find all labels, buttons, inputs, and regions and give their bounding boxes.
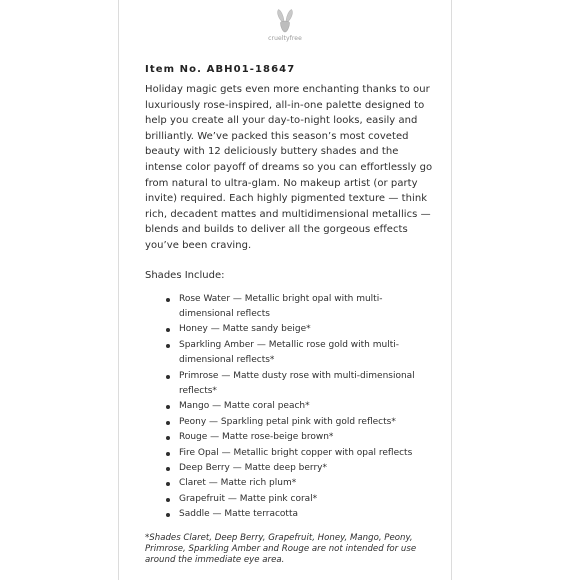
shade-text: Deep Berry — Matte deep berry* xyxy=(179,463,327,473)
eye-area-note: *Shades Claret, Deep Berry, Grapefruit, Honey, Mango, Peony, Primrose, Sparkling Amber and Rouge are not intended for use around the immediate eye area. xyxy=(145,532,417,566)
shade-text: Saddle — Matte terracotta xyxy=(179,509,298,520)
shade-text: Claret — Matte rich plum* xyxy=(179,478,297,489)
bullet-icon xyxy=(166,436,170,440)
shade-text: Rouge — Matte rose-beige brown* xyxy=(179,432,334,443)
list-item xyxy=(179,338,437,369)
bullet-icon xyxy=(166,328,170,332)
list-item xyxy=(179,461,437,476)
shade-list xyxy=(145,292,437,523)
list-item xyxy=(179,446,437,461)
shade-text: Primrose — Matte dusty rose with multi-dimensional reflects* xyxy=(179,370,415,396)
shade-text: Rose Water — Metallic bright opal with multi-dimensional reflects xyxy=(179,293,383,319)
list-item xyxy=(179,492,437,507)
list-item xyxy=(179,369,437,400)
list-item xyxy=(179,322,437,337)
shade-text: Mango — Matte coral peach* xyxy=(179,401,310,412)
list-item xyxy=(179,430,437,445)
list-item xyxy=(179,476,437,491)
shade-text: Sparkling Amber — Metallic rose gold with multi-dimensional reflects* xyxy=(179,339,399,366)
bullet-icon xyxy=(166,482,170,486)
cruelty-free-logo xyxy=(119,6,451,42)
shade-text: Peony — Sparkling petal pink with gold reflects* xyxy=(179,416,396,427)
shade-text: Grapefruit — Matte pink coral* xyxy=(179,493,318,504)
bunny-icon xyxy=(270,6,300,36)
bullet-icon xyxy=(166,421,170,425)
item-number: Item No. ABH01-18647 xyxy=(145,64,296,75)
cruelty-free-text: crueltyfree xyxy=(268,35,302,42)
bullet-icon xyxy=(166,344,170,348)
bullet-icon xyxy=(166,298,170,302)
bullet-icon xyxy=(166,375,170,379)
list-item xyxy=(179,415,437,430)
content xyxy=(145,64,437,566)
bullet-icon xyxy=(166,452,170,456)
product-description: Holiday magic gets even more enchanting thanks to our luxuriously rose-inspired, all-in-one palette designed to help you create all your day-to-night looks, easily and brilliantly. We’ve packed this season’s most coveted beauty with 12 deliciously buttery shades and the intense color payoff of dreams so you can effortlessly go from natural to ultra-glam. No makeup artist (or party invite) required. Each highly pigmented texture — think rich, decadent mattes and multidimensional metallics — blends and builds to deliver all the gorgeous effects you’ve been craving. xyxy=(145,84,433,251)
list-item xyxy=(179,507,437,522)
product-description-page xyxy=(118,0,452,580)
list-item xyxy=(179,399,437,414)
shade-text: Honey — Matte sandy beige* xyxy=(179,324,311,335)
shade-text: Fire Opal — Metallic bright copper with opal reflects xyxy=(179,447,413,458)
bullet-icon xyxy=(166,513,170,517)
list-item xyxy=(179,292,437,323)
bullet-icon xyxy=(166,467,170,471)
bullet-icon xyxy=(166,405,170,409)
bullet-icon xyxy=(166,498,170,502)
shades-heading: Shades Include: xyxy=(145,269,225,281)
